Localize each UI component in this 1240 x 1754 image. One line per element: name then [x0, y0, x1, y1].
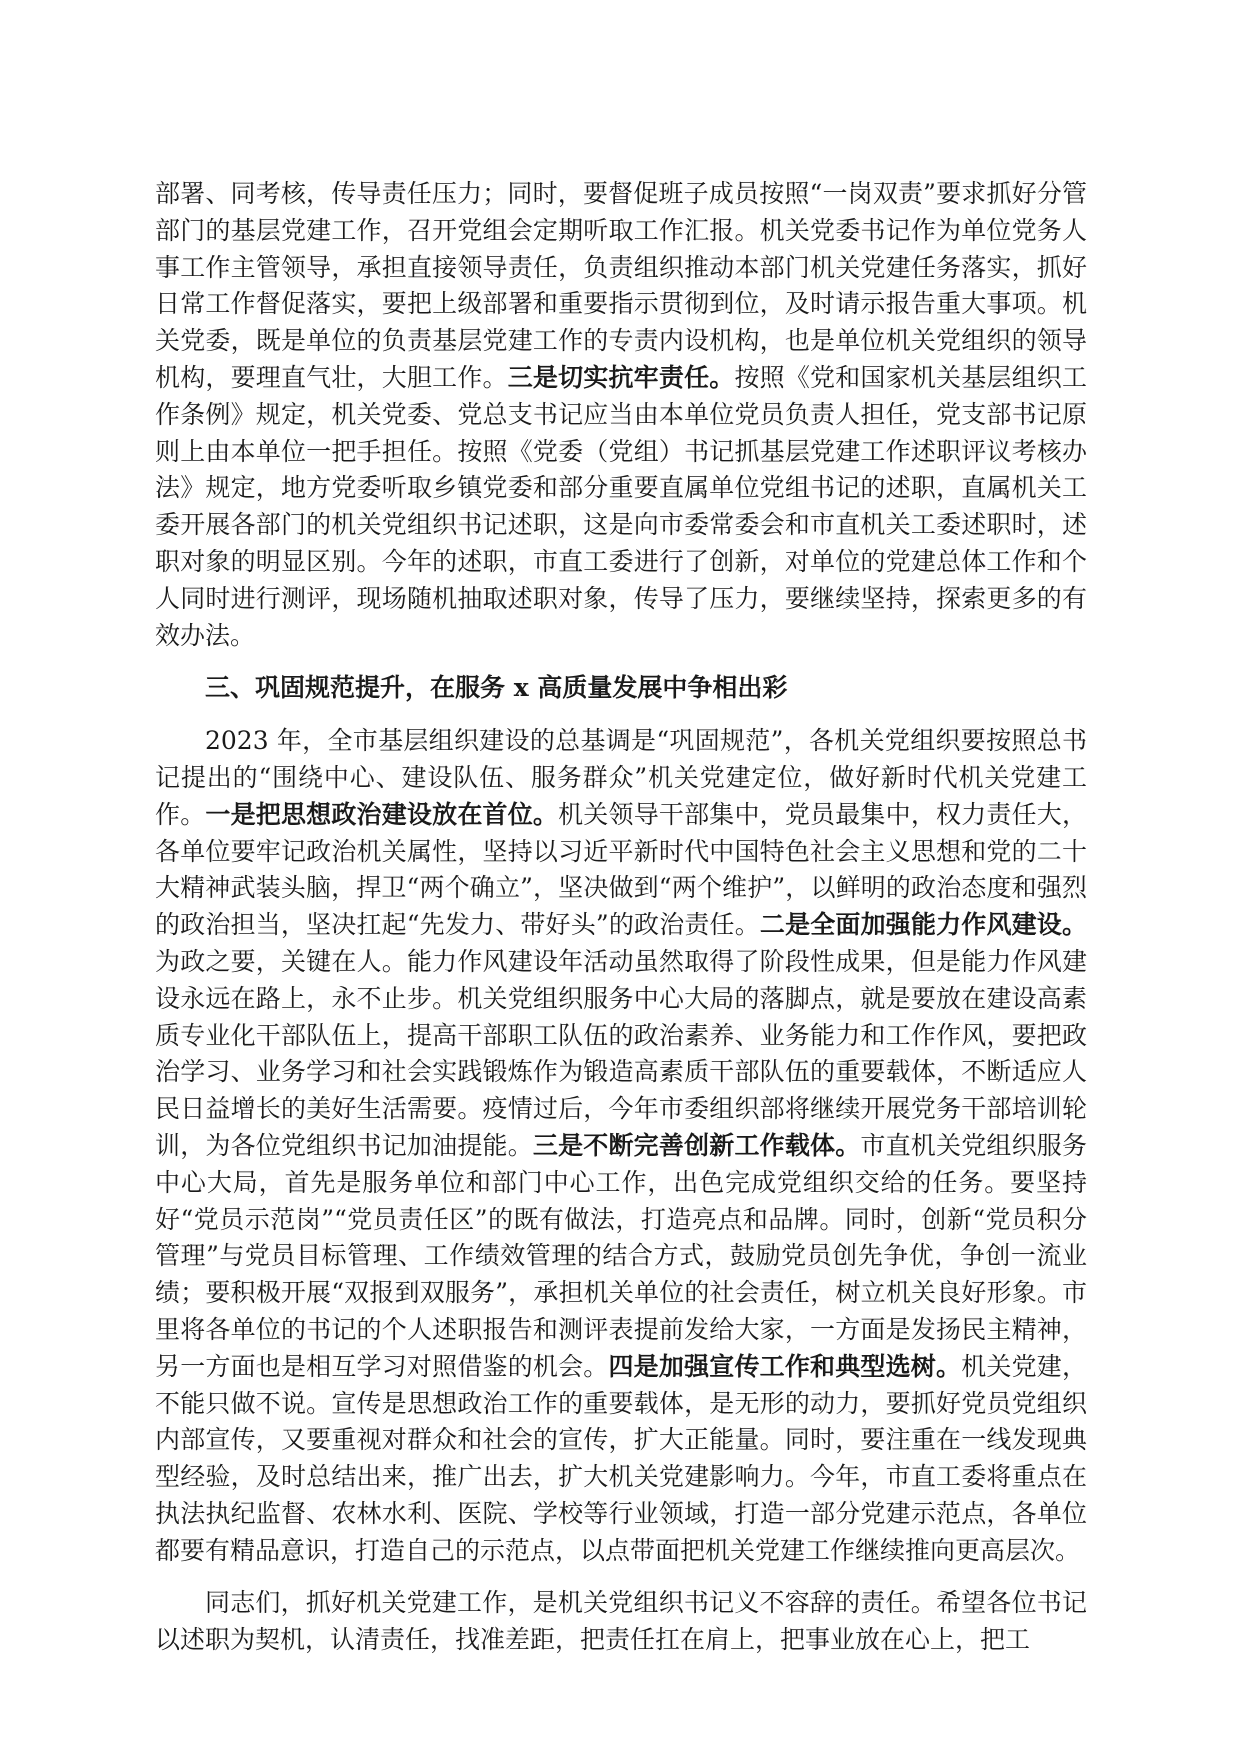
paragraph-text: 机关领导干部集中，党员最集中，权力责任大，各单位要牢记政治机关属性，坚持以习近平新时代中国特色社会主义思想和党的二十大精神武装头脑，捍卫“两个确立”，坚决做到“两个维护”，以鲜明的政治态度和强烈的政治担当，坚决扛起“先发力、带好头”的政治责任。: [155, 799, 1087, 940]
bold-point-three: 三是切实抗牢责任。: [507, 362, 735, 392]
paragraph-text: 2023 年，全市基层组织建设的总基调是“巩固规范”，各机关党组织要按照总书记提出的“围绕中心、建设队伍、服务群众”机关党建定位，做好新时代机关党建工作。: [155, 726, 1087, 829]
paragraph-responsibility: [155, 176, 1087, 654]
paragraph-text: 为政之要，关键在人。能力作风建设年活动虽然取得了阶段性成果，但是能力作风建设永远在路上，永不止步。机关党组织服务中心大局的落脚点，就是要放在建设高素质专业化干部队伍上，提高干部职工队伍的政治素养、业务能力和工作作风，要把政治学习、业务学习和社会实践锻炼作为锻造高素质干部队伍的重要载体，不断适应人民日益增长的美好生活需要。疫情过后，今年市委组织部将继续开展党务干部培训轮训，为各位党组织书记加油提能。: [155, 946, 1087, 1160]
paragraph-text: 机关党建，不能只做不说。宣传是思想政治工作的重要载体，是无形的动力，要抓好党员党组织内部宣传，又要重视对群众和社会的宣传，扩大正能量。同时，要注重在一线发现典型经验，及时总结出来，推广出去，扩大机关党建影响力。今年，市直工委将重点在执法执纪监督、农林水利、医院、学校等行业领域，打造一部分党建示范点，各单位都要有精品意识，打造自己的示范点，以点带面把机关党建工作继续推向更高层次。: [155, 1351, 1087, 1565]
section-heading-three: 三、巩固规范提升，在服务 x 高质量发展中争相出彩: [205, 673, 788, 703]
paragraph-text: 部署、同考核，传导责任压力；同时，要督促班子成员按照“一岗双责”要求抓好分管部门的基层党建工作，召开党组会定期听取工作汇报。机关党委书记作为单位党务人事工作主管领导，承担直接领导责任，负责组织推动本部门机关党建任务落实，抓好日常工作督促落实，要把上级部署和重要指示贯彻到位，及时请示报告重大事项。机关党委，既是单位的负责基层党建工作的专责内设机构，也是单位机关党组织的领导机构，要理直气壮，大胆工作。: [155, 179, 1087, 392]
bold-point-four: 四是加强宣传工作和典型选树。: [608, 1351, 962, 1381]
paragraph-text: 市直机关党组织服务中心大局，首先是服务单位和部门中心工作，出色完成党组织交给的任务。要坚持好“党员示范岗”“党员责任区”的既有做法，打造亮点和品牌。同时，创新“党员积分管理”与党员目标管理、工作绩效管理的结合方式，鼓励党员创先争优，争创一流业绩；要积极开展“双报到双服务”，承担机关单位的社会责任，树立机关良好形象。市里将各单位的书记的个人述职报告和测评表提前发给大家，一方面是发扬民主精神，另一方面也是相互学习对照借鉴的机会。: [155, 1130, 1087, 1381]
bold-point-three-b: 三是不断完善创新工作载体。: [532, 1130, 861, 1160]
paragraph-consolidate: [155, 723, 1087, 1569]
document-body: [155, 176, 1087, 1659]
bold-point-two: 二是全面加强能力作风建设。: [759, 910, 1087, 940]
paragraph-closing: 同志们，抓好机关党建工作，是机关党组织书记义不容辞的责任。希望各位书记以述职为契机，认清责任，找准差距，把责任扛在肩上，把事业放在心上，把工: [155, 1588, 1087, 1655]
bold-point-one: 一是把思想政治建设放在首位。: [205, 799, 559, 829]
paragraph-text: 按照《党和国家机关基层组织工作条例》规定，机关党委、党总支书记应当由本单位党员负责人担任，党支部书记原则上由本单位一把手担任。按照《党委（党组）书记抓基层党建工作述职评议考核办法》规定，地方党委听取乡镇党委和部分重要直属单位党组书记的述职，直属机关工委开展各部门的机关党组织书记述职，这是向市委常委会和市直机关工委述职时，述职对象的明显区别。今年的述职，市直工委进行了创新，对单位的党建总体工作和个人同时进行测评，现场随机抽取述职对象，传导了压力，要继续坚持，探索更多的有效办法。: [155, 362, 1087, 650]
